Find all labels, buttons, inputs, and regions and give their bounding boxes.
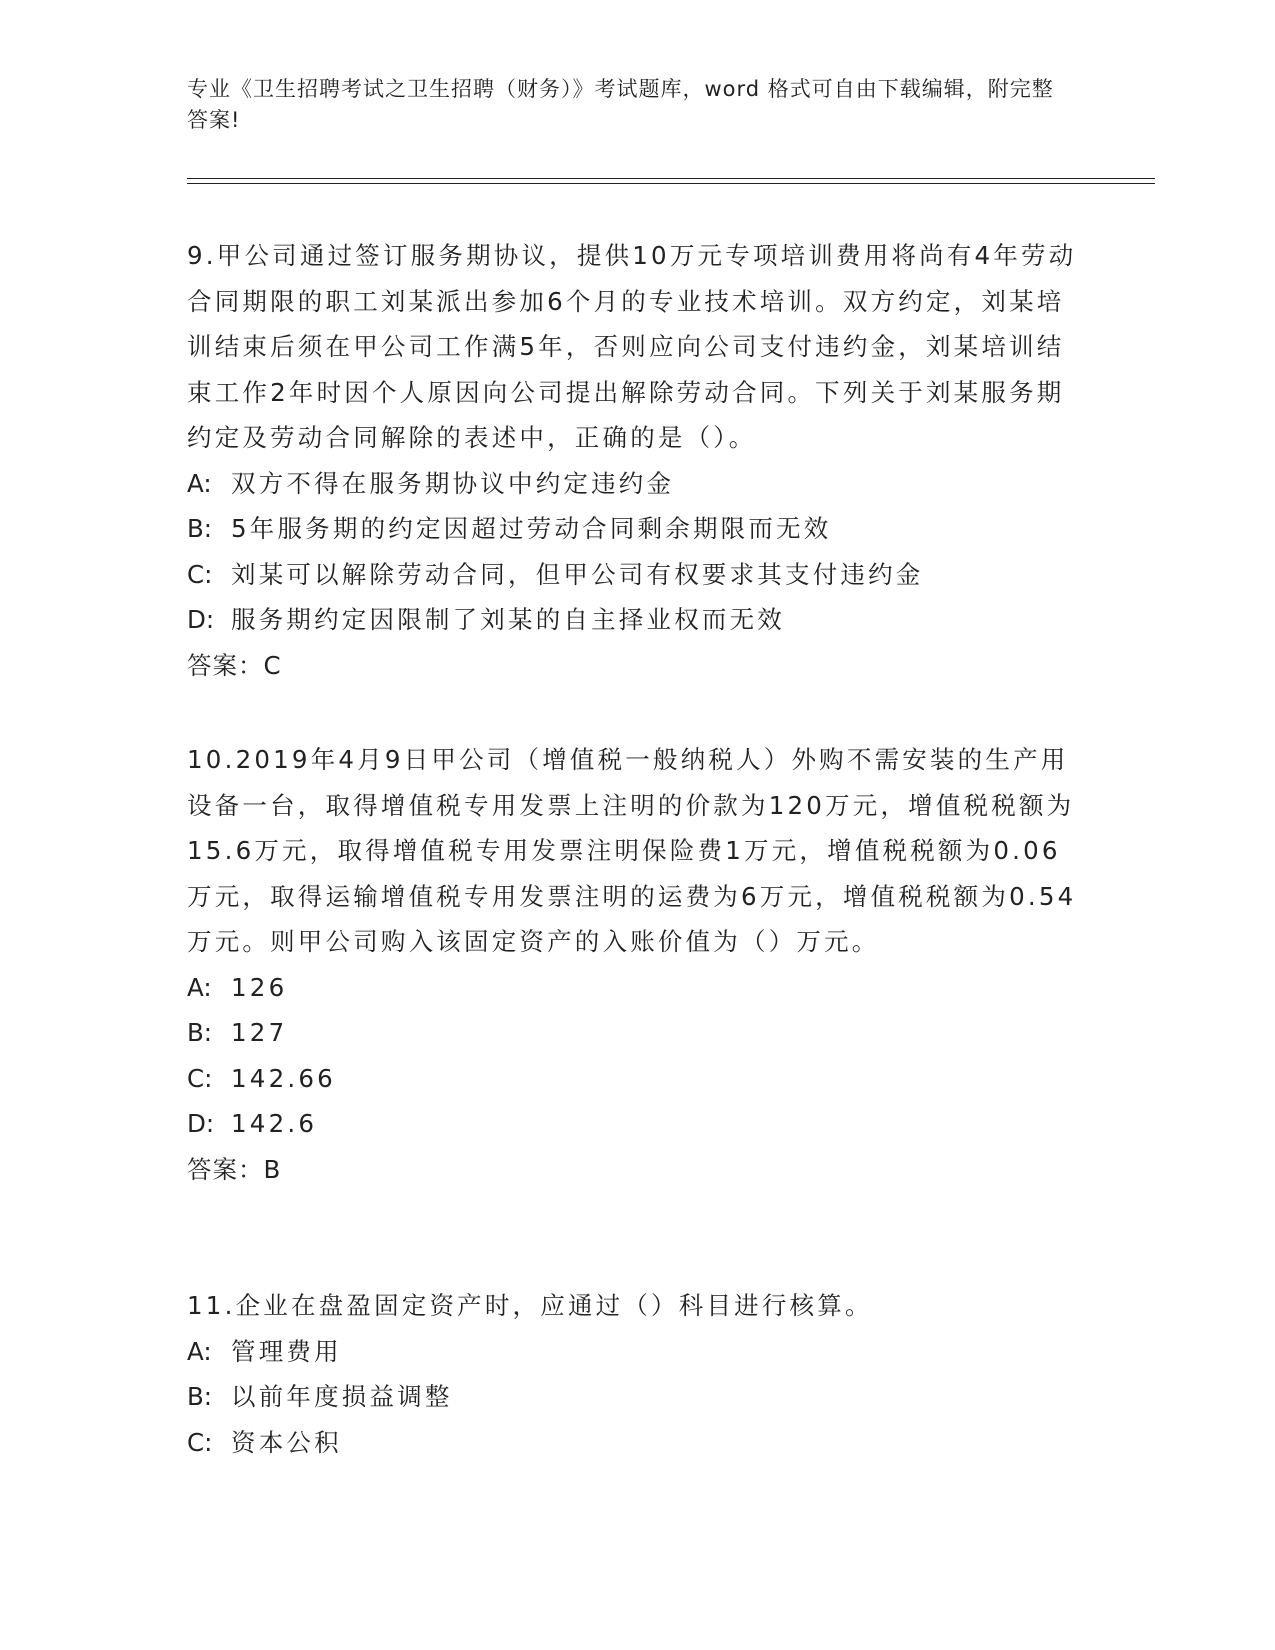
question-stem: 9.甲公司通过签订服务期协议，提供10万元专项培训费用将尚有4年劳动合同期限的职工刘某派出参加6个月的专业技术培训。双方约定，刘某培训结束后须在甲公司工作满5年，否则应向公司支付违约金，刘某培训结束工作2年时因个人原因向公司提出解除劳动合同。下列关于刘某服务期约定及劳动合同解除的表述中，正确的是（）。 [187,241,1077,452]
question-11 [187,1283,1087,1465]
option-key: A: [187,1336,212,1366]
option-key: B: [187,514,213,543]
option-text: 刘某可以解除劳动合同，但甲公司有权要求其支付违约金 [231,559,924,589]
question-stem: 10.2019年4月9日甲公司（增值税一般纳税人）外购不需安装的生产用设备一台，取得增值税专用发票上注明的价款为120万元，增值税税额为15.6万元，取得增值税专用发票注明保险费1万元，增值税税额为0.06万元，取得运输增值税专用发票注明的运费为6万元，增值税税额为0.54万元。则甲公司购入该固定资产的入账价值为（）万元。 [187,745,1077,956]
option-text: 管理费用 [231,1336,342,1366]
option-key: C: [187,1427,213,1457]
option-c [187,552,1087,598]
option-c [187,1420,1087,1466]
option-key: B: [187,1018,213,1047]
option-key: D: [187,605,215,634]
question-9 [187,233,1087,688]
option-a [187,965,1087,1011]
document-header [187,74,1067,136]
question-10 [187,737,1087,1192]
option-a [187,461,1087,507]
option-d [187,1101,1087,1147]
option-b [187,506,1087,552]
option-text: 服务期约定因限制了刘某的自主择业权而无效 [231,605,785,634]
option-b [187,1374,1087,1420]
header-divider-top [187,178,1155,179]
option-a [187,1329,1087,1375]
option-text: 双方不得在服务期协议中约定违约金 [231,468,675,498]
header-text: 专业《卫生招聘考试之卫生招聘（财务）》考试题库，word 格式可自由下载编辑，附完整答案! [187,77,1054,132]
answer-line: 答案：C [187,650,282,680]
option-text: 资本公积 [231,1427,342,1457]
option-text: 以前年度损益调整 [231,1382,453,1411]
question-stem: 11.企业在盘盈固定资产时，应通过（）科目进行核算。 [187,1291,873,1320]
option-key: C: [187,1063,213,1093]
option-key: C: [187,559,213,589]
option-c [187,1056,1087,1102]
option-b [187,1010,1087,1056]
header-divider-bottom [187,183,1155,184]
option-text: 126 [231,972,288,1002]
option-key: A: [187,468,212,498]
option-key: D: [187,1109,215,1138]
option-text: 5年服务期的约定因超过劳动合同剩余期限而无效 [231,514,832,543]
option-text: 127 [231,1018,288,1047]
option-d [187,597,1087,643]
option-text: 142.6 [231,1109,318,1138]
option-key: B: [187,1382,213,1411]
answer-line: 答案：B [187,1154,282,1184]
option-text: 142.66 [231,1063,336,1093]
option-key: A: [187,972,212,1002]
